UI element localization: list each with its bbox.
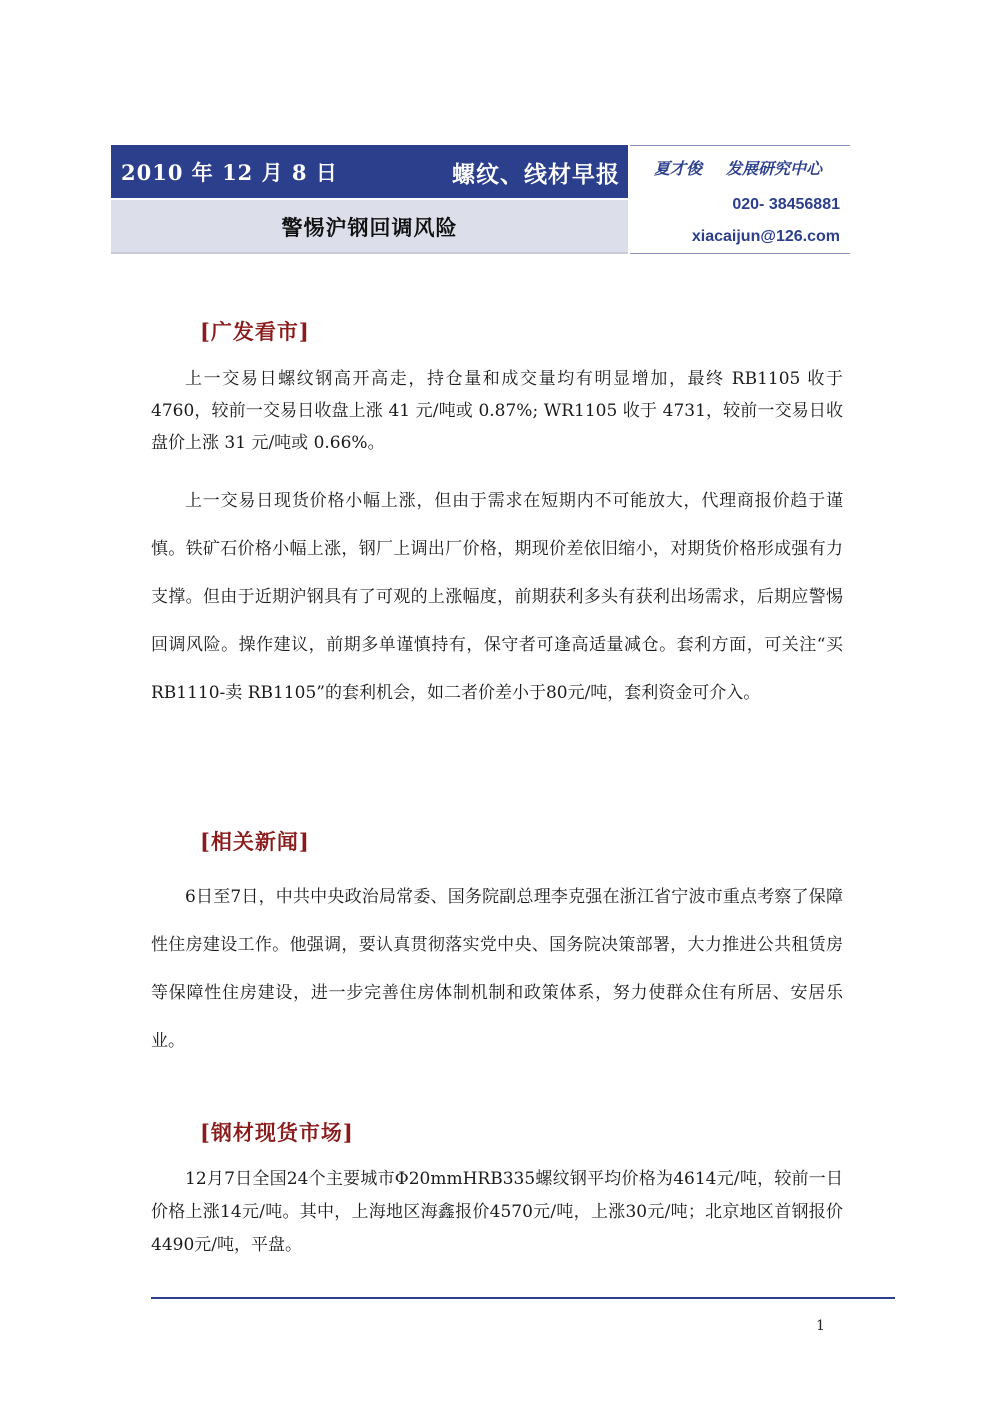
paragraph-market-analysis: 上一交易日现货价格小幅上涨，但由于需求在短期内不可能放大，代理商报价趋于谨慎。铁矿石价格小幅上涨，钢厂上调出厂价格，期现价差依旧缩小，对期货价格形成强有力支撑。但由于近期沪钢具有了可观的上涨幅度，前期获利多头有获利出场需求，后期应警惕回调风险。操作建议，前期多单谨慎持有，保守者可逢高适量减仓。套利方面，可关注“买 RB1110-卖 RB1105”的套利机会，如二者价差小于80元/吨，套利资金可介入。 [151, 491, 843, 703]
page-number: 1 [816, 1318, 825, 1334]
report-date: 2010 年 12 月 8 日 [121, 160, 338, 185]
paragraph-related-news: 6日至7日，中共中央政治局常委、国务院副总理李克强在浙江省宁波市重点考察了保障性住房建设工作。他强调，要认真贯彻落实党中央、国务院决策部署，大力推进公共租赁房等保障性住房建设，进一步完善住房体制机制和政策体系，努力使群众住有所居、安居乐业。 [151, 887, 843, 1051]
report-header-band [111, 145, 628, 198]
footer-divider [151, 1297, 895, 1299]
paragraph-market-summary: 上一交易日螺纹钢高开高走，持仓量和成交量均有明显增加，最终 RB1105 收于 4760，较前一交易日收盘上涨 41 元/吨或 0.87%; WR1105 收于 4731，较前一交易日收盘价上涨 31 元/吨或 0.66%。 [151, 369, 843, 453]
contact-phone: 020- 38456881 [732, 196, 840, 213]
report-subtitle-band [111, 200, 628, 254]
contact-email: xiacaijun@126.com [691, 228, 840, 245]
contact-block [630, 145, 850, 254]
paragraph-spot-market: 12月7日全国24个主要城市Φ20mmHRB335螺纹钢平均价格为4614元/吨，较前一日价格上涨14元/吨。其中，上海地区海鑫报价4570元/吨，上涨30元/吨；北京地区首钢报价4490元/吨，平盘。 [151, 1169, 843, 1255]
section-title-market-view: [广发看市] [200, 319, 310, 344]
report-type: 螺纹、线材早报 [452, 161, 620, 188]
section-title-spot-market: [钢材现货市场] [200, 1120, 354, 1145]
author-name: 夏才俊 [654, 159, 703, 178]
section-title-related-news: [相关新闻] [200, 829, 310, 854]
report-subtitle: 警惕沪钢回调风险 [281, 215, 458, 240]
department-name: 发展研究中心 [726, 159, 823, 178]
contact-names [654, 156, 822, 179]
